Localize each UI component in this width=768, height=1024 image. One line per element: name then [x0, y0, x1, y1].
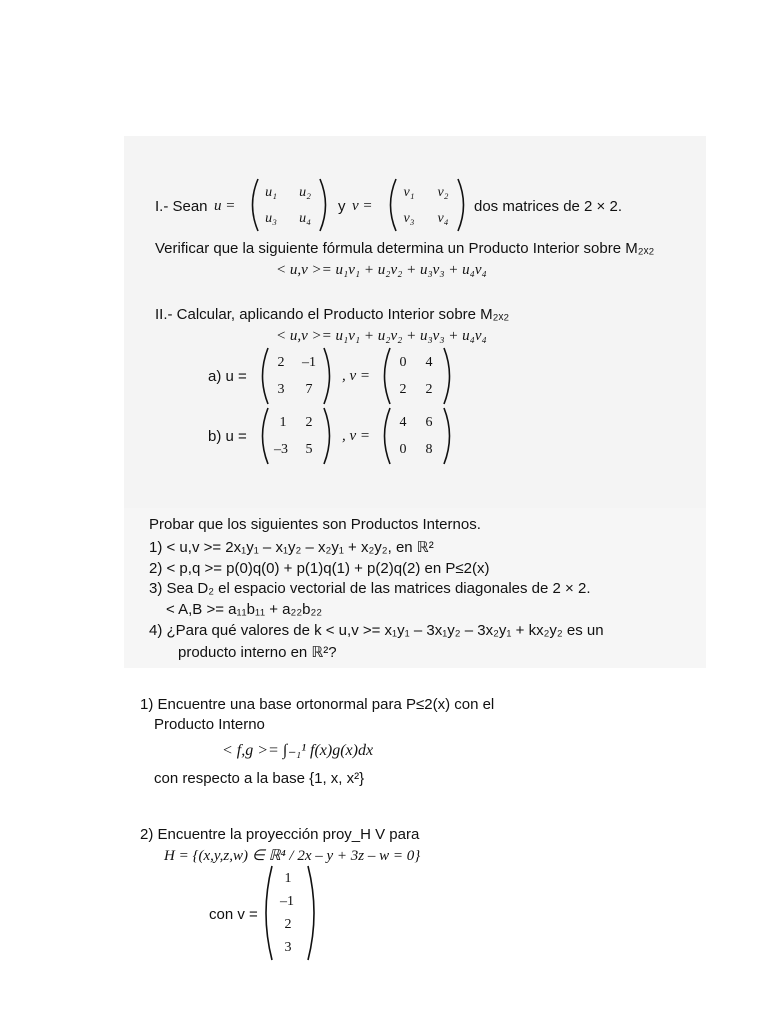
- vector-v-entry: 1: [284, 871, 292, 886]
- subspace-h-definition: H = {(x,y,z,w) ∈ ℝ⁴ / 2x – y + 3z – w = 0}: [164, 848, 421, 864]
- matrix-b-u-cell: 5: [305, 442, 313, 457]
- orthonormal-base-problem: 1) Encuentre una base ortonormal para P≤2(x) con el: [140, 696, 495, 713]
- part-b-separator: , v =: [342, 428, 371, 444]
- vector-v: [260, 864, 320, 962]
- right-paren: [318, 177, 332, 233]
- matrix-u: [246, 177, 332, 233]
- matrix-b-v-cell: 8: [425, 442, 433, 457]
- matrix-a-v-cell: 4: [425, 355, 433, 370]
- matrix-a-u-cell: –1: [302, 355, 316, 370]
- v-equals: v =: [352, 198, 373, 214]
- exercise-4: 4) ¿Para qué valores de k < u,v >= x₁y₁ – 3x₁y₂ – 3x₂y₁ + kx₂y₂ es un: [149, 622, 604, 639]
- right-paren: [442, 406, 456, 466]
- vector-v-entry: 3: [284, 940, 292, 955]
- matrix-v: [384, 177, 470, 233]
- matrix-v-cell: v₂: [437, 185, 449, 200]
- matrix-a-u-cell: 7: [305, 382, 313, 397]
- exercise-1: 1) < u,v >= 2x₁y₁ – x₁y₂ – x₂y₁ + x₂y₂, en ℝ²: [149, 539, 434, 556]
- base-statement: con respecto a la base {1, x, x²}: [154, 770, 365, 787]
- part-a-label: a) u =: [208, 368, 247, 385]
- projection-problem: 2) Encuentre la proyección proy_H V para: [140, 826, 420, 843]
- matrix-a-u-cell: 2: [277, 355, 285, 370]
- section-2-title: II.- Calcular, aplicando el Producto Interior sobre M₂ₓ₂: [155, 306, 510, 323]
- right-paren: [456, 177, 470, 233]
- matrix-b-v: [378, 406, 458, 466]
- matrix-b-v-cell: 0: [399, 442, 407, 457]
- matrix-u-cell: u₄: [299, 211, 311, 226]
- part-b-label: b) u =: [208, 428, 247, 445]
- exercise-4-continuation: producto interno en ℝ²?: [178, 644, 337, 661]
- matrix-b-u-cell: 2: [305, 415, 313, 430]
- vector-v-entry: 2: [284, 917, 292, 932]
- matrix-a-v-cell: 2: [425, 382, 433, 397]
- matrix-a-v: [378, 346, 458, 406]
- right-paren: [322, 346, 336, 406]
- matrix-b-u: [256, 406, 336, 466]
- matrix-b-u-cell: –3: [274, 442, 288, 457]
- matrix-u-cell: u₂: [299, 185, 311, 200]
- matrix-u-cell: u₁: [265, 185, 277, 200]
- matrix-a-u-cell: 3: [277, 382, 285, 397]
- matrix-a-u: [256, 346, 336, 406]
- matrix-a-v-cell: 0: [399, 355, 407, 370]
- verify-statement: Verificar que la siguiente fórmula determina un Producto Interior sobre M₂ₓ₂: [155, 240, 655, 257]
- section-3-title: Probar que los siguientes son Productos Internos.: [149, 516, 481, 533]
- right-paren: [442, 346, 456, 406]
- producto-interno-label: Producto Interno: [154, 716, 265, 733]
- sean-label: I.- Sean: [155, 198, 208, 215]
- matrix-b-v-cell: 4: [399, 415, 407, 430]
- inner-product-formula-2: < u,v >= u₁v₁ + u₂v₂ + u₃v₃ + u₄v₄: [276, 328, 487, 344]
- y-connector: y: [338, 198, 346, 215]
- vector-v-entry: –1: [280, 894, 294, 909]
- part-a-separator: , v =: [342, 368, 371, 384]
- matrix-v-cell: v₁: [403, 185, 415, 200]
- left-paren: [260, 864, 274, 962]
- right-paren: [322, 406, 336, 466]
- matrix-b-v-cell: 6: [425, 415, 433, 430]
- matrix-u-cell: u₃: [265, 211, 277, 226]
- exercise-2: 2) < p,q >= p(0)q(0) + p(1)q(1) + p(2)q(2) en P≤2(x): [149, 560, 490, 577]
- dos-matrices-text: dos matrices de 2 × 2.: [474, 198, 622, 215]
- right-paren: [306, 864, 320, 962]
- integral-inner-product: < f,g >= ∫₋₁¹ f(x)g(x)dx: [222, 742, 374, 759]
- con-v-label: con v =: [209, 906, 258, 923]
- u-equals: u =: [214, 198, 236, 214]
- matrix-v-cell: v₄: [437, 211, 449, 226]
- matrix-a-v-cell: 2: [399, 382, 407, 397]
- exercise-3-formula: < A,B >= a₁₁b₁₁ + a₂₂b₂₂: [166, 601, 323, 618]
- exercise-3: 3) Sea D₂ el espacio vectorial de las matrices diagonales de 2 × 2.: [149, 580, 591, 597]
- inner-product-formula-1: < u,v >= u₁v₁ + u₂v₂ + u₃v₃ + u₄v₄: [276, 262, 487, 278]
- matrix-v-cell: v₃: [403, 211, 415, 226]
- matrix-b-u-cell: 1: [279, 415, 287, 430]
